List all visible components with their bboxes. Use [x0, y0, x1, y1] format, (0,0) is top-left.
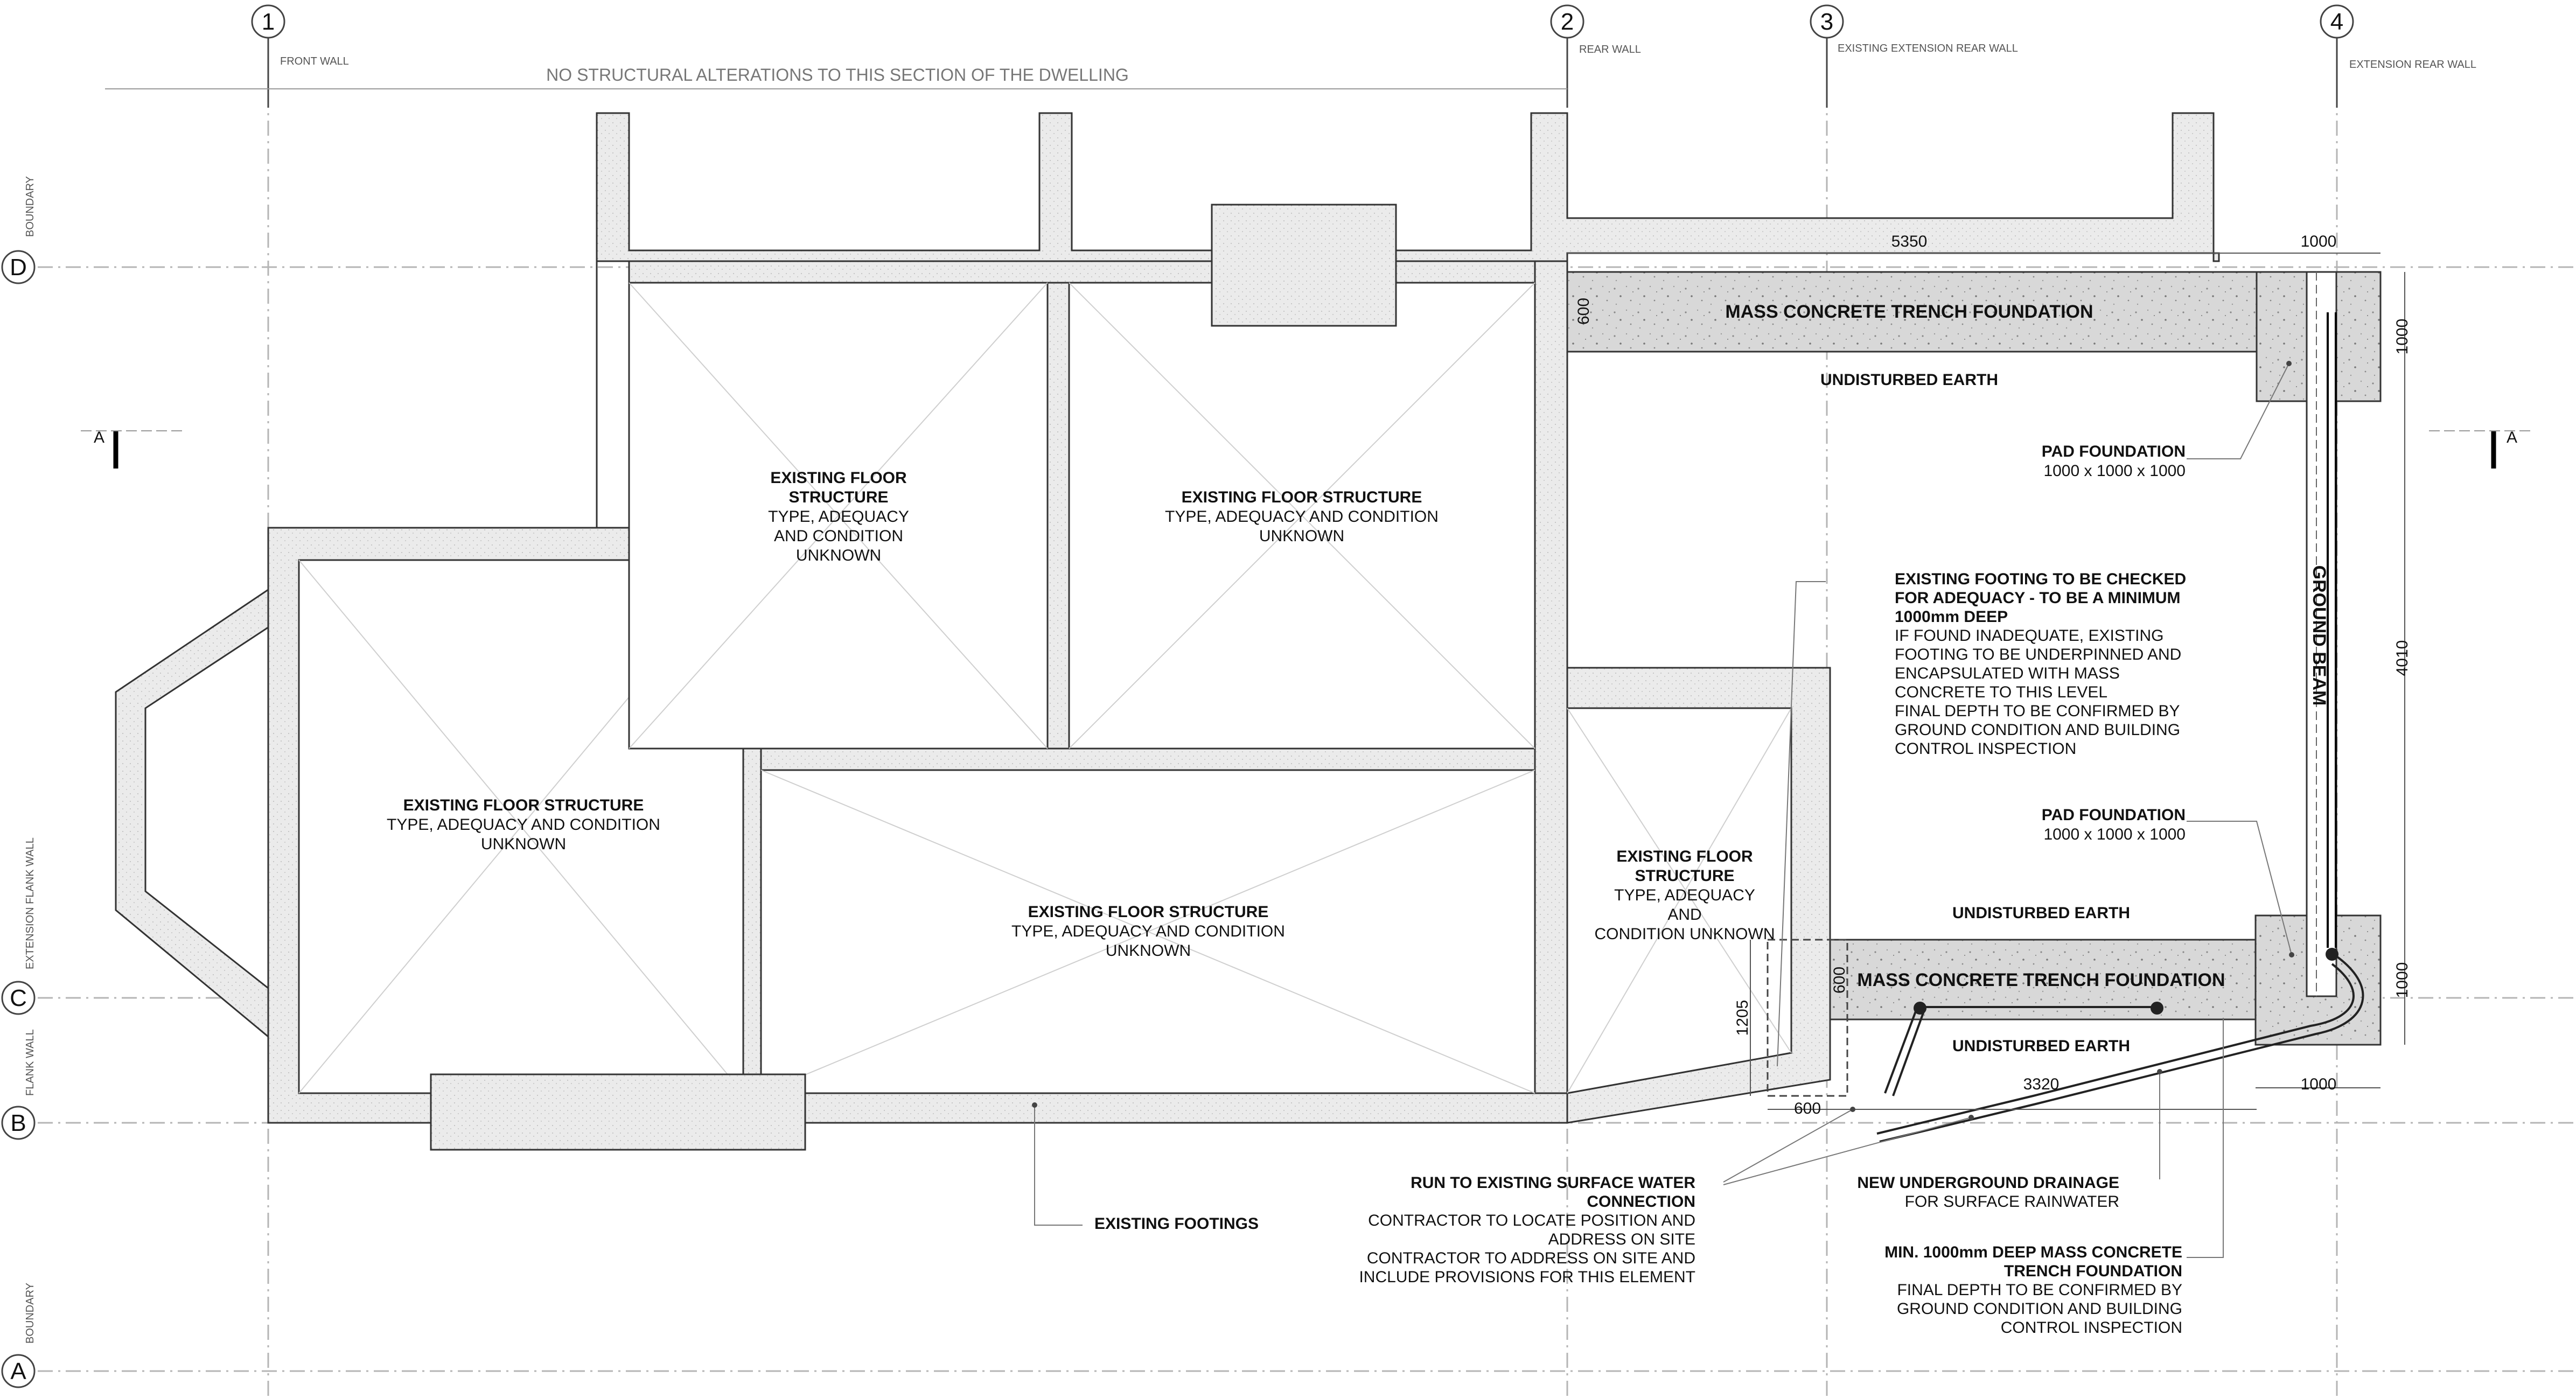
dim-3320: 3320 [2023, 1075, 2060, 1093]
note-title: MIN. 1000mm DEEP MASS CONCRETE [1884, 1243, 2182, 1261]
room-title: STRUCTURE [788, 488, 889, 506]
grid-label: REAR WALL [1579, 44, 1641, 55]
grid-label: FLANK WALL [24, 1029, 36, 1096]
earth-label: UNDISTURBED EARTH [1820, 371, 1998, 389]
section-letter: A [94, 429, 105, 446]
note-text: CONTRACTOR TO ADDRESS ON SITE AND [1366, 1249, 1695, 1267]
room-text: AND CONDITION [774, 527, 903, 545]
note-text: GROUND CONDITION AND BUILDING [1896, 1300, 2182, 1318]
note-trench-foundation [1884, 1243, 2182, 1337]
grid-label: EXISTING EXTENSION REAR WALL [1838, 43, 2018, 54]
gully-corner [2326, 948, 2338, 961]
ground-beam-label: GROUND BEAM [2309, 565, 2329, 706]
note-title: FOR ADEQUACY - TO BE A MINIMUM [1895, 589, 2181, 607]
note-text: CONTROL INSPECTION [1895, 740, 2077, 758]
dim-1000-top: 1000 [2300, 233, 2337, 250]
room-title: STRUCTURE [1635, 867, 1735, 885]
gully-bottom-right [2151, 1002, 2163, 1015]
room-text: TYPE, ADEQUACY AND CONDITION [1011, 922, 1285, 940]
grid-letter: B [10, 1110, 26, 1136]
grid-label: EXTENSION REAR WALL [2349, 59, 2476, 71]
dim-600-under: 600 [1793, 1100, 1821, 1117]
grid-marker-1 [252, 5, 349, 108]
front-bay-bump [431, 1074, 805, 1150]
dim-4010: 4010 [2393, 640, 2411, 676]
note-text: FOR SURFACE RAINWATER [1904, 1193, 2119, 1211]
note-text: CONTROL INSPECTION [2000, 1319, 2182, 1337]
note-text: FINAL DEPTH TO BE CONFIRMED BY [1897, 1281, 2182, 1299]
section-letter: A [2507, 429, 2518, 446]
grid-letter: C [10, 985, 27, 1011]
room-label-extension [1595, 848, 1775, 943]
note-text: FINAL DEPTH TO BE CONFIRMED BY [1895, 702, 2180, 720]
section-mark-left [81, 429, 183, 469]
grid-letter: D [10, 254, 27, 281]
note-title: EXISTING FOOTING TO BE CHECKED [1895, 570, 2187, 588]
grid-label: EXTENSION FLANK WALL [24, 837, 36, 969]
note-pad-foundation-bottom [2042, 806, 2186, 843]
gully-bottom-left [1914, 1002, 1926, 1015]
grid-letter: A [10, 1358, 26, 1385]
note-title: RUN TO EXISTING SURFACE WATER [1411, 1174, 1695, 1192]
room-text: UNKNOWN [1105, 942, 1191, 960]
grid-marker-2 [1551, 5, 1641, 108]
note-title: CONNECTION [1587, 1193, 1695, 1211]
dim-1000-right-top: 1000 [2393, 318, 2411, 355]
dim-5350: 5350 [1891, 233, 1928, 250]
dim-600-top: 600 [1575, 297, 1593, 325]
note-text: CONCRETE TO THIS LEVEL [1895, 683, 2108, 701]
room-text: CONDITION UNKNOWN [1594, 925, 1775, 943]
room-title: EXISTING FLOOR [770, 469, 907, 487]
note-text: CONTRACTOR TO LOCATE POSITION AND [1368, 1212, 1695, 1229]
dim-600-bottom: 600 [1831, 966, 1848, 994]
room-title: EXISTING FLOOR STRUCTURE [1028, 903, 1269, 921]
note-title: 1000mm DEEP [1895, 608, 2008, 626]
trench-label-bottom: MASS CONCRETE TRENCH FOUNDATION [1857, 970, 2225, 990]
room-text: UNKNOWN [795, 547, 882, 564]
section-mark-right [2429, 429, 2531, 469]
grid-marker-C [2, 837, 36, 1014]
note-drainage [1857, 1174, 2119, 1211]
note-text: 1000 x 1000 x 1000 [2043, 826, 2186, 843]
room-title: EXISTING FLOOR [1616, 848, 1753, 865]
note-text: INCLUDE PROVISIONS FOR THIS ELEMENT [1359, 1268, 1695, 1286]
grid-label: BOUNDARY [24, 176, 36, 237]
note-footing-check [1895, 570, 2186, 758]
note-text: FOOTING TO BE UNDERPINNED AND [1895, 646, 2182, 663]
note-surface-water [1359, 1174, 1695, 1286]
note-text: IF FOUND INADEQUATE, EXISTING [1895, 627, 2164, 645]
grid-marker-A [2, 1283, 36, 1387]
grid-marker-B [2, 1029, 36, 1139]
room-title: EXISTING FLOOR STRUCTURE [1181, 488, 1422, 506]
note-text: ADDRESS ON SITE [1548, 1231, 1695, 1248]
room-text: TYPE, ADEQUACY [1614, 886, 1755, 904]
note-text: 1000 x 1000 x 1000 [2043, 462, 2186, 480]
grid-label: FRONT WALL [280, 55, 349, 67]
dim-1000-right-bottom: 1000 [2393, 962, 2411, 998]
note-title: PAD FOUNDATION [2041, 806, 2186, 824]
room-text: TYPE, ADEQUACY AND CONDITION [387, 816, 660, 834]
top-note: NO STRUCTURAL ALTERATIONS TO THIS SECTION OF THE DWELLING [546, 65, 1129, 85]
grid-number: 1 [261, 9, 275, 35]
earth-label: UNDISTURBED EARTH [1952, 904, 2130, 922]
grid-number: 4 [2330, 9, 2344, 35]
note-existing-footings: EXISTING FOOTINGS [1094, 1215, 1259, 1233]
grid-label: BOUNDARY [24, 1283, 36, 1344]
grid-marker-3 [1811, 5, 2018, 108]
note-text: GROUND CONDITION AND BUILDING [1895, 721, 2181, 739]
note-title: NEW UNDERGROUND DRAINAGE [1857, 1174, 2119, 1192]
dim-1000-bottom: 1000 [2300, 1075, 2337, 1093]
chimney-breast [1212, 205, 1396, 326]
note-pad-foundation-top [2042, 443, 2186, 480]
note-text: ENCAPSULATED WITH MASS [1895, 665, 2120, 682]
room-title: EXISTING FLOOR STRUCTURE [403, 796, 644, 814]
room-text: AND [1667, 906, 1702, 924]
grid-marker-4 [2321, 5, 2476, 108]
note-title: PAD FOUNDATION [2041, 443, 2186, 460]
grid-number: 2 [1560, 9, 1574, 35]
earth-label: UNDISTURBED EARTH [1952, 1037, 2130, 1055]
trench-label-top: MASS CONCRETE TRENCH FOUNDATION [1725, 302, 2093, 322]
note-title: TRENCH FOUNDATION [2003, 1262, 2182, 1280]
grid-number: 3 [1820, 9, 1834, 35]
room-text: TYPE, ADEQUACY [768, 508, 909, 526]
room-text: TYPE, ADEQUACY AND CONDITION [1165, 508, 1439, 526]
room-text: UNKNOWN [480, 835, 567, 853]
grid-marker-D [2, 176, 36, 283]
room-text: UNKNOWN [1259, 527, 1345, 545]
dim-1205: 1205 [1734, 999, 1751, 1036]
